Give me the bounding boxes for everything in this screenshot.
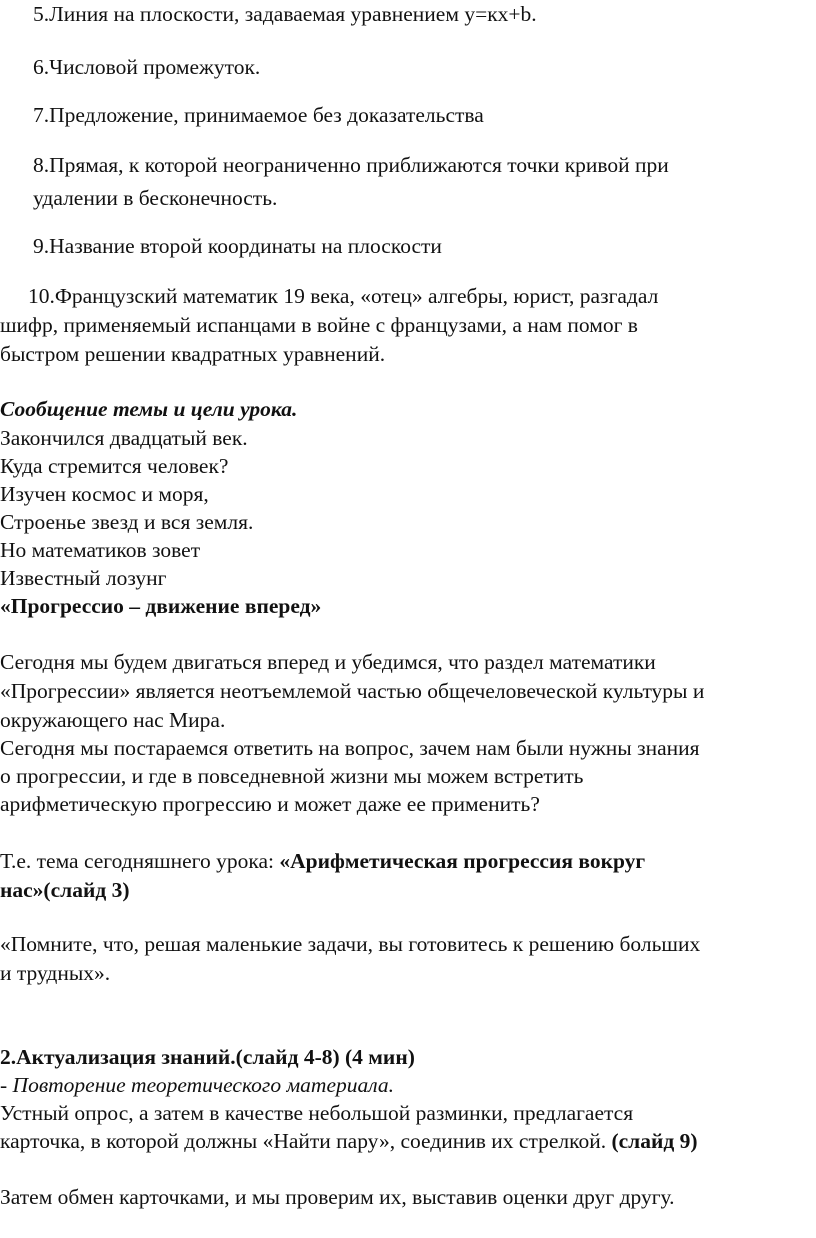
question-8-line-1: 8.Прямая, к которой неограниченно приближаются точки кривой при <box>33 153 669 177</box>
topic-heading: Сообщение темы и цели урока. <box>0 397 298 421</box>
section2-closing: Затем обмен карточками, и мы проверим их, выставив оценки друг другу. <box>0 1185 675 1209</box>
question-6: 6.Числовой промежуток. <box>33 55 261 79</box>
question-5: 5.Линия на плоскости, задаваемая уравнением y=кх+b. <box>33 2 537 26</box>
poem-line-3: Изучен космос и моря, <box>0 482 209 506</box>
lesson-theme-line-2: нас»(слайд 3) <box>0 878 130 902</box>
poem-line-4: Строенье звезд и вся земля. <box>0 510 254 534</box>
section2-subheading-line <box>0 1071 394 1100</box>
poem-line-5: Но математиков зовет <box>0 538 201 562</box>
section2-heading: 2.Актуализация знаний.(слайд 4-8) (4 мин) <box>0 1045 415 1069</box>
slide-9-ref: (слайд 9) <box>611 1129 698 1153</box>
poem-line-2: Куда стремится человек? <box>0 454 229 478</box>
question-8-line-2: удалении в бесконечность. <box>33 186 278 210</box>
slogan: «Прогрессио – движение вперед» <box>0 594 322 618</box>
lesson-theme-prefix: Т.е. тема сегодняшнего урока: <box>0 849 280 873</box>
section2-para-line-2 <box>0 1127 698 1156</box>
question-10-line-1: 10.Французский математик 19 века, «отец» алгебры, юрист, разгадал <box>28 284 659 308</box>
para2-line-2: о прогрессии, и где в повседневной жизни мы можем встретить <box>0 764 584 788</box>
para1-line-3: окружающего нас Мира. <box>0 708 226 732</box>
lesson-theme-title: «Арифметическая прогрессия вокруг <box>279 849 646 873</box>
question-10-line-3: быстром решении квадратных уравнений. <box>0 342 386 366</box>
section2-subheading: Повторение теоретического материала. <box>12 1073 394 1097</box>
section2-para-line-1: Устный опрос, а затем в качестве небольшой разминки, предлагается <box>0 1101 634 1125</box>
question-7: 7.Предложение, принимаемое без доказательства <box>33 103 484 127</box>
quote-line-1: «Помните, что, решая маленькие задачи, вы готовитесь к решению больших <box>0 932 701 956</box>
para2-line-1: Сегодня мы постараемся ответить на вопрос, зачем нам были нужны знания <box>0 736 700 760</box>
quote-line-2: и трудных». <box>0 961 111 985</box>
poem-line-6: Известный лозунг <box>0 566 167 590</box>
para2-line-3: арифметическую прогрессию и может даже ее применить? <box>0 792 540 816</box>
para1-line-2: «Прогрессии» является неотъемлемой частью общечеловеческой культуры и <box>0 679 705 703</box>
lesson-theme-line-1 <box>0 847 645 876</box>
dash: - <box>0 1073 13 1097</box>
question-9: 9.Название второй координаты на плоскости <box>33 234 442 258</box>
poem-line-1: Закончился двадцатый век. <box>0 426 248 450</box>
para1-line-1: Сегодня мы будем двигаться вперед и убедимся, что раздел математики <box>0 650 656 674</box>
section2-para-text: карточка, в которой должны «Найти пару», соединив их стрелкой. <box>0 1129 612 1153</box>
question-10-line-2: шифр, применяемый испанцами в войне с французами, а нам помог в <box>0 313 638 337</box>
